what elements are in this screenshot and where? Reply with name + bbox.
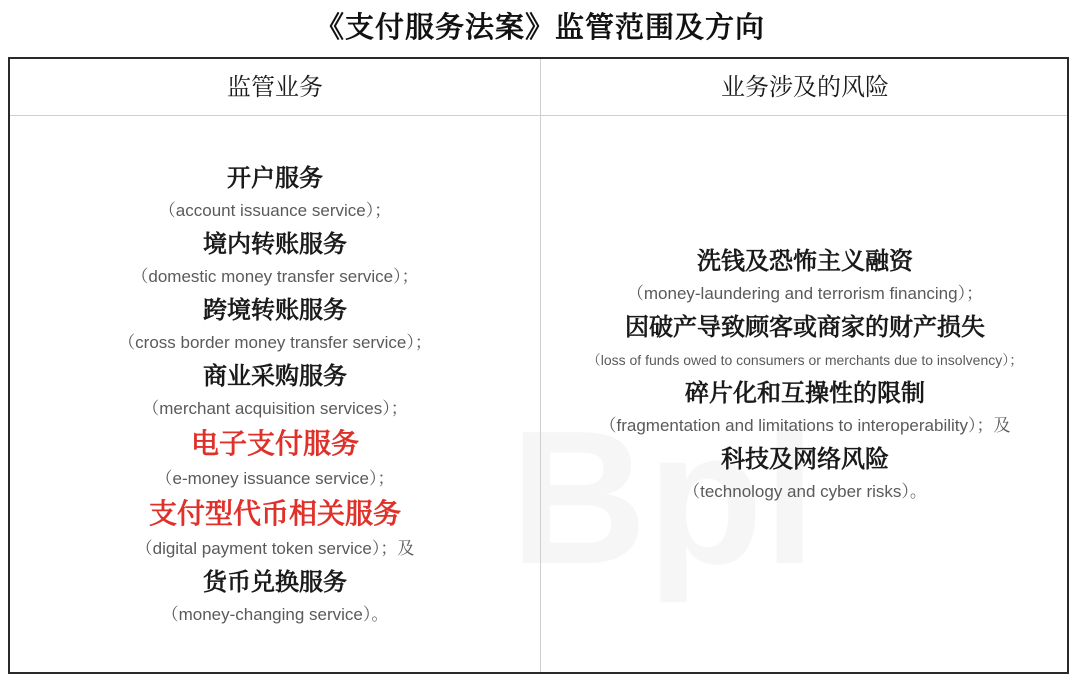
item-title: 碎片化和互操性的限制 bbox=[685, 379, 925, 407]
item-subtitle: （loss of funds owed to consumers or merchants due to insolvency）； bbox=[586, 352, 1024, 368]
item-title: 开户服务 bbox=[227, 164, 323, 192]
item-title: 商业采购服务 bbox=[202, 362, 347, 390]
scope-table bbox=[8, 57, 1069, 674]
item-subtitle: （fragmentation and limitations to interoperability）；及 bbox=[599, 416, 1011, 435]
header-business-risks: 业务涉及的风险 bbox=[721, 73, 889, 101]
regulated-business-column bbox=[10, 116, 540, 672]
page-title: 《支付服务法案》监管范围及方向 bbox=[314, 10, 765, 44]
item-subtitle: （account issuance service）； bbox=[158, 201, 392, 220]
list-item bbox=[136, 495, 415, 565]
item-title: 跨境转账服务 bbox=[203, 296, 347, 324]
list-item bbox=[131, 227, 418, 293]
item-subtitle: （e-money issuance service）； bbox=[155, 469, 395, 488]
list-item bbox=[159, 161, 391, 227]
item-title: 科技及网络风险 bbox=[721, 445, 889, 473]
list-item bbox=[627, 244, 983, 310]
item-subtitle: （cross border money transfer service）； bbox=[118, 333, 432, 352]
item-title: 因破产导致顾客或商家的财产损失 bbox=[624, 313, 985, 341]
item-title: 洗钱及恐怖主义融资 bbox=[696, 247, 913, 275]
item-subtitle: （money-laundering and terrorism financing）； bbox=[626, 284, 984, 303]
item-title: 货币兑换服务 bbox=[202, 568, 347, 596]
item-title-highlighted: 电子支付服务 bbox=[190, 427, 359, 460]
list-item bbox=[155, 425, 394, 495]
item-title: 境内转账服务 bbox=[202, 230, 347, 258]
item-subtitle: （domestic money transfer service）； bbox=[131, 267, 419, 286]
item-title-highlighted: 支付型代币相关服务 bbox=[148, 497, 401, 530]
list-item bbox=[118, 293, 432, 359]
list-item bbox=[142, 359, 407, 425]
item-subtitle: （digital payment token service）；及 bbox=[135, 539, 415, 558]
item-subtitle: （technology and cyber risks）。 bbox=[683, 482, 927, 501]
list-item bbox=[587, 310, 1024, 376]
list-item bbox=[599, 376, 1010, 442]
list-item bbox=[683, 442, 927, 508]
list-item bbox=[162, 565, 389, 631]
item-subtitle: （money-changing service）。 bbox=[161, 605, 389, 624]
business-risks-column bbox=[541, 116, 1069, 672]
item-subtitle: （merchant acquisition services）； bbox=[142, 399, 408, 418]
header-regulated-business: 监管业务 bbox=[227, 73, 323, 101]
